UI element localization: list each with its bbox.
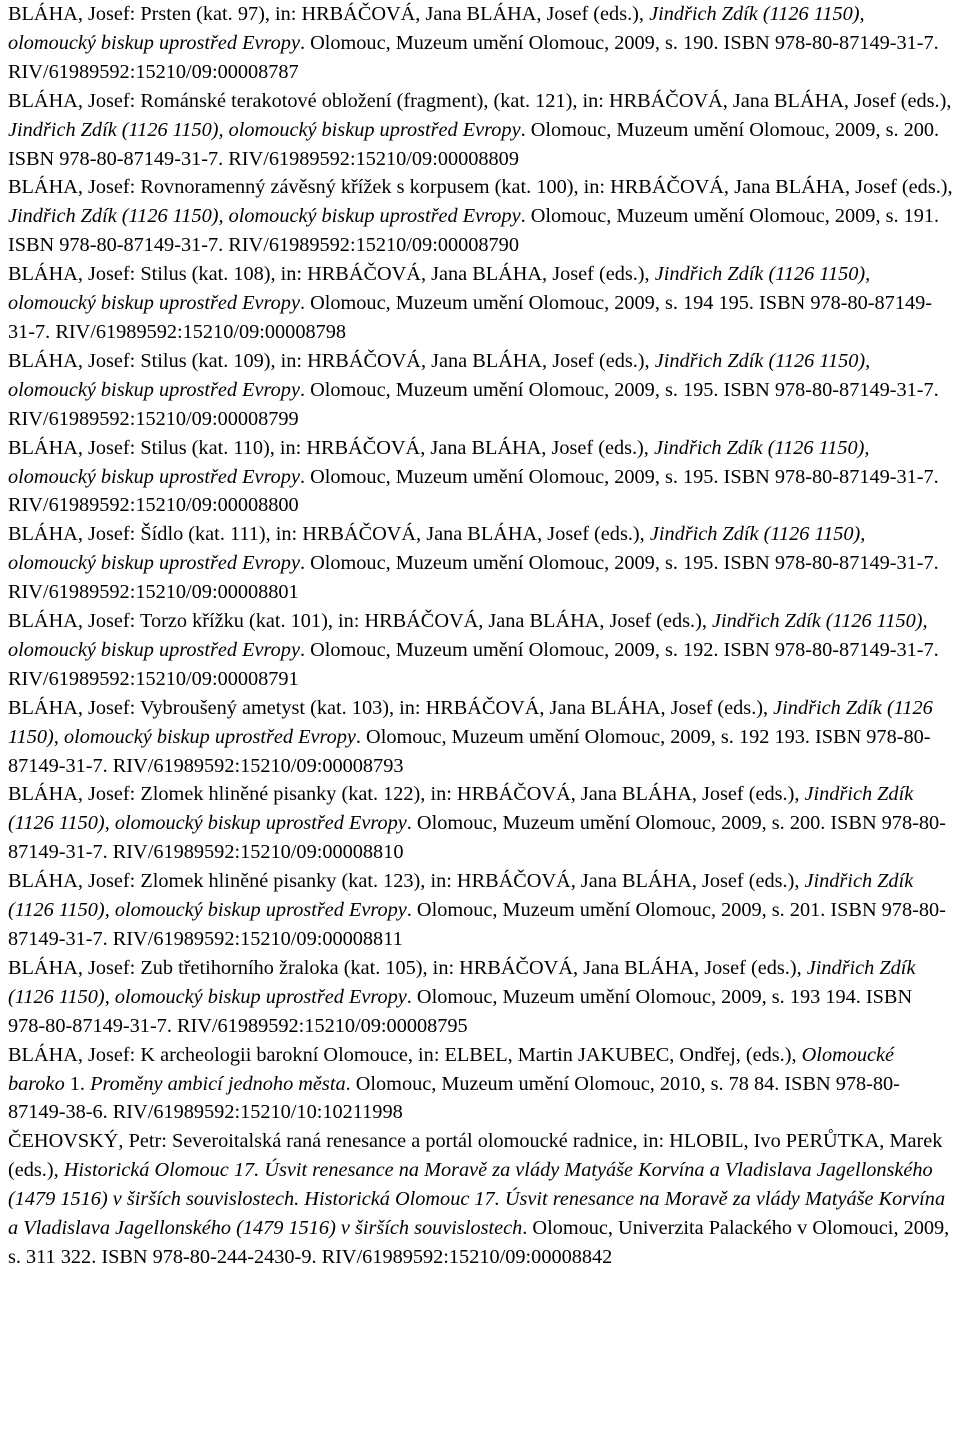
bibliography-entry: [8, 260, 954, 347]
bibliography-entry: [8, 520, 954, 607]
entry-publication: . Olomouc, Univerzita Palackého v Olomouci, 2009, s. 311 322. ISBN 978-80-244-2430-9. RIV/61989592:15210/09:00008842: [8, 1217, 950, 1268]
entry-text: BLÁHA, Josef: Zub třetihorního žraloka (kat. 105), in: HRBÁČOVÁ, Jana BLÁHA, Josef (eds.),: [8, 956, 807, 979]
entry-book-title: Jindřich Zdík (1126 1150), olomoucký biskup uprostřed Evropy: [8, 349, 871, 401]
entry-publication: . Olomouc, Muzeum umění Olomouc, 2009, s. 201. ISBN 978-80-87149-31-7. RIV/61989592:15210/09:00008811: [8, 899, 946, 950]
bibliography-entry: [8, 780, 954, 867]
bibliography-entry: [8, 1127, 954, 1272]
entry-publication: . Olomouc, Muzeum umění Olomouc, 2009, s. 192 193. ISBN 978-80-87149-31-7. RIV/61989592:15210/09:00008793: [8, 725, 931, 777]
entry-publication: . Olomouc, Muzeum umění Olomouc, 2009, s. 190. ISBN 978-80-87149-31-7. RIV/61989592:15210/09:00008787: [8, 31, 939, 83]
entry-text: BLÁHA, Josef: Stilus (kat. 110), in: HRBÁČOVÁ, Jana BLÁHA, Josef (eds.),: [8, 436, 654, 459]
entry-text: BLÁHA, Josef: Šídlo (kat. 111), in: HRBÁČOVÁ, Jana BLÁHA, Josef (eds.),: [8, 523, 650, 546]
entry-book-title: Jindřich Zdík (1126 1150), olomoucký biskup uprostřed Evropy: [8, 523, 866, 575]
entry-text: BLÁHA, Josef: Zlomek hliněné pisanky (kat. 122), in: HRBÁČOVÁ, Jana BLÁHA, Josef (eds.),: [8, 783, 805, 806]
bibliography-entry: [8, 1041, 954, 1128]
entry-book-title: Jindřich Zdík (1126 1150), olomoucký biskup uprostřed Evropy: [8, 205, 521, 228]
entry-publication: . Olomouc, Muzeum umění Olomouc, 2009, s. 195. ISBN 978-80-87149-31-7. RIV/61989592:15210/09:00008799: [8, 378, 939, 430]
entry-book-title: Jindřich Zdík (1126 1150), olomoucký biskup uprostřed Evropy: [8, 436, 870, 488]
entry-publication: . Olomouc, Muzeum umění Olomouc, 2009, s. 195. ISBN 978-80-87149-31-7. RIV/61989592:15210/09:00008800: [8, 465, 939, 517]
entry-book-title: Jindřich Zdík (1126 1150), olomoucký biskup uprostřed Evropy: [8, 263, 871, 315]
bibliography-entry: [8, 434, 954, 521]
bibliography-entry: [8, 607, 954, 694]
entry-publication: . Olomouc, Muzeum umění Olomouc, 2010, s. 78 84. ISBN 978-80-87149-38-6. RIV/61989592:15210/10:10211998: [8, 1072, 900, 1124]
entry-text: BLÁHA, Josef: Stilus (kat. 108), in: HRBÁČOVÁ, Jana BLÁHA, Josef (eds.),: [8, 263, 655, 286]
entry-publication: . Olomouc, Muzeum umění Olomouc, 2009, s. 194 195. ISBN 978-80-87149-31-7. RIV/61989592:15210/09:00008798: [8, 292, 932, 343]
bibliography-entry: [8, 867, 954, 954]
entry-publication: . Olomouc, Muzeum umění Olomouc, 2009, s. 200. ISBN 978-80-87149-31-7. RIV/61989592:15210/09:00008809: [8, 118, 940, 170]
entry-publication: . Olomouc, Muzeum umění Olomouc, 2009, s. 195. ISBN 978-80-87149-31-7. RIV/61989592:15210/09:00008801: [8, 552, 939, 604]
entry-book-title: Olomoucké baroko: [8, 1043, 895, 1095]
entry-volume: 1.: [64, 1072, 91, 1095]
entry-text: BLÁHA, Josef: Stilus (kat. 109), in: HRBÁČOVÁ, Jana BLÁHA, Josef (eds.),: [8, 349, 655, 372]
bibliography-entry: [8, 347, 954, 434]
entry-book-title: Jindřich Zdík (1126 1150), olomoucký biskup uprostřed Evropy: [8, 3, 865, 54]
entry-book-title: Historická Olomouc 17. Úsvit renesance na Moravě za vlády Matyáše Korvína a Vladislava Jagellonského (1479 1516) v širších souvislostech. Historická Olomouc 17. Úsvit renesance na Moravě za vlády Matyáše Korvína a Vladislava Jagellonského (1479 1516) v širších souvislostech: [8, 1159, 946, 1240]
entry-book-title: Jindřich Zdík (1126 1150), olomoucký biskup uprostřed Evropy: [8, 610, 928, 661]
entry-publication: . Olomouc, Muzeum umění Olomouc, 2009, s. 200. ISBN 978-80-87149-31-7. RIV/61989592:15210/09:00008810: [8, 812, 946, 864]
bibliography-entry: [8, 694, 954, 781]
entry-text: BLÁHA, Josef: Rovnoramenný závěsný křížek s korpusem (kat. 100), in: HRBÁČOVÁ, Jana BLÁHA, Josef (eds.),: [8, 176, 953, 199]
entry-text: ČEHOVSKÝ, Petr: Severoitalská raná renesance a portál olomoucké radnice, in: HLOBIL, Ivo PERŮTKA, Marek (eds.),: [8, 1130, 943, 1182]
entry-publication: . Olomouc, Muzeum umění Olomouc, 2009, s. 191. ISBN 978-80-87149-31-7. RIV/61989592:15210/09:00008790: [8, 205, 940, 257]
entry-text: BLÁHA, Josef: Torzo křížku (kat. 101), in: HRBÁČOVÁ, Jana BLÁHA, Josef (eds.),: [8, 610, 713, 633]
entry-book-subtitle: Proměny ambicí jednoho města: [90, 1072, 346, 1095]
bibliography-list: [8, 0, 954, 1272]
entry-book-title: Jindřich Zdík (1126 1150), olomoucký biskup uprostřed Evropy: [8, 783, 914, 835]
entry-text: BLÁHA, Josef: Vybroušený ametyst (kat. 103), in: HRBÁČOVÁ, Jana BLÁHA, Josef (eds.),: [8, 696, 774, 719]
entry-text: BLÁHA, Josef: Prsten (kat. 97), in: HRBÁČOVÁ, Jana BLÁHA, Josef (eds.),: [8, 3, 650, 25]
bibliography-entry: [8, 173, 954, 260]
entry-publication: . Olomouc, Muzeum umění Olomouc, 2009, s. 193 194. ISBN 978-80-87149-31-7. RIV/61989592:15210/09:00008795: [8, 985, 913, 1037]
entry-text: BLÁHA, Josef: Zlomek hliněné pisanky (kat. 123), in: HRBÁČOVÁ, Jana BLÁHA, Josef (eds.),: [8, 870, 805, 893]
bibliography-entry: [8, 0, 954, 87]
entry-book-title: Jindřich Zdík (1126 1150), olomoucký biskup uprostřed Evropy: [8, 956, 916, 1008]
entry-publication: . Olomouc, Muzeum umění Olomouc, 2009, s. 192. ISBN 978-80-87149-31-7. RIV/61989592:15210/09:00008791: [8, 638, 939, 690]
entry-book-title: Jindřich Zdík (1126 1150), olomoucký biskup uprostřed Evropy: [8, 118, 521, 141]
entry-text: BLÁHA, Josef: K archeologii barokní Olomouce, in: ELBEL, Martin JAKUBEC, Ondřej, (eds.),: [8, 1043, 802, 1066]
entry-book-title: Jindřich Zdík (1126 1150), olomoucký biskup uprostřed Evropy: [8, 870, 914, 922]
bibliography-entry: [8, 87, 954, 174]
entry-text: BLÁHA, Josef: Románské terakotové obložení (fragment), (kat. 121), in: HRBÁČOVÁ, Jana BLÁHA, Josef (eds.),: [8, 89, 952, 112]
bibliography-entry: [8, 954, 954, 1041]
entry-book-title: Jindřich Zdík (1126 1150), olomoucký biskup uprostřed Evropy: [8, 696, 933, 748]
